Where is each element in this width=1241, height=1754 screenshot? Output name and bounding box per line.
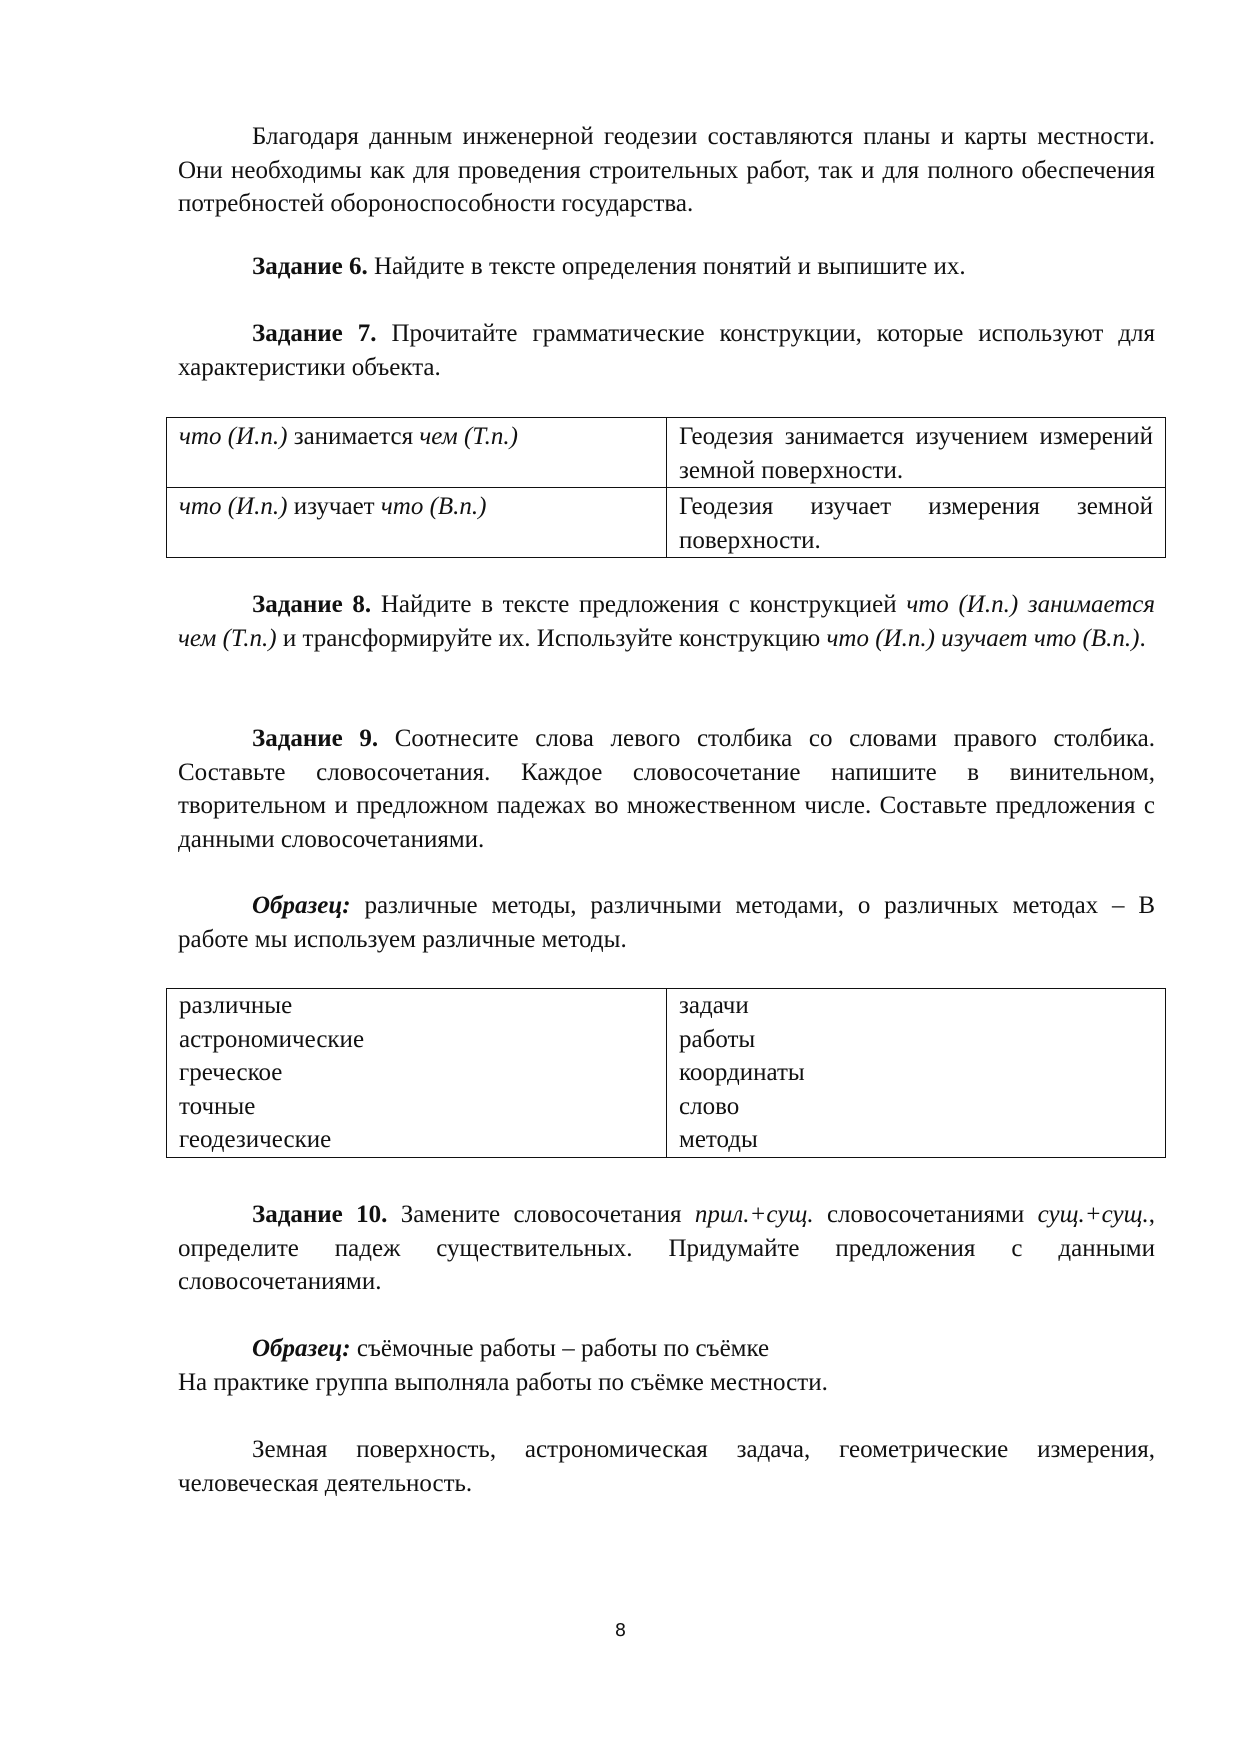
noun-word: слово (679, 1092, 740, 1120)
task8-construction2: что (И.п.) изучает что (В.п.) (826, 624, 1140, 652)
page-number: 8 (614, 1620, 627, 1641)
noun-word: задачи (679, 992, 749, 1019)
task7-label: Задание 7. (252, 320, 377, 347)
nouns-column (667, 989, 1166, 1158)
task6-text: Найдите в тексте определения понятий и выпишите их. (367, 253, 966, 280)
task7-text: Прочитайте грамматические конструкции, которые используют для характеристики объекта. (178, 320, 1155, 381)
adjective-word: греческое (179, 1059, 283, 1086)
table-row (167, 488, 1166, 558)
adjective-word: точные (179, 1092, 256, 1120)
sample10-paragraph (178, 1332, 1155, 1366)
final-paragraph (178, 1433, 1155, 1500)
final-text: Земная поверхность, астрономическая задача, геометрические измерения, человеческая деятельность. (178, 1436, 1155, 1497)
task7-paragraph (178, 317, 1155, 384)
table-row (167, 418, 1166, 488)
intro-text: Благодаря данным инженерной геодезии составляются планы и карты местности. Они необходимы как для проведения строительных работ, так и для полного обеспечения потребностей обороноспособности государства. (178, 123, 1155, 217)
task8-text3: . (1139, 624, 1146, 652)
sample10-sentence (178, 1366, 1155, 1400)
adjective-word: астрономические (179, 1025, 365, 1053)
sample10-label: Образец: (252, 1335, 351, 1362)
adjective-word: различные (179, 992, 293, 1019)
task8-paragraph (178, 588, 1155, 655)
construction-subject: что (И.п.) (179, 493, 288, 520)
construction-verb: занимается (287, 423, 420, 450)
intro-paragraph (178, 120, 1155, 221)
table-row (167, 989, 1166, 1158)
task10-paragraph (178, 1198, 1155, 1299)
sample9-text: различные методы, различными методами, о различных методах – В работе мы используем различные методы. (178, 892, 1155, 953)
construction-subject: что (И.п.) (179, 423, 288, 450)
adjectives-column (167, 989, 667, 1158)
sample10-line2: На практике группа выполняла работы по съёмке местности. (178, 1369, 828, 1396)
task6-label: Задание 6. (252, 253, 368, 280)
task8-text1: Найдите в тексте предложения с конструкцией (371, 591, 907, 618)
example-cell: Геодезия занимается изучением измерений земной поверхности. (667, 418, 1166, 488)
example-cell: Геодезия изучает измерения земной поверхности. (667, 488, 1166, 558)
task6-paragraph (178, 250, 1155, 284)
sample9-paragraph (178, 889, 1155, 956)
task10-text2: словосочетаниями (813, 1201, 1038, 1228)
sample9-label: Образец: (252, 892, 351, 919)
task9-paragraph (178, 722, 1155, 856)
task9-label: Задание 9. (252, 725, 379, 752)
noun-word: координаты (679, 1059, 805, 1086)
task8-text2: и трансформируйте их. Используйте конструкцию (276, 624, 827, 652)
task10-pattern2: сущ.+сущ. (1037, 1201, 1149, 1228)
sample10-text: съёмочные работы – работы по съёмке (350, 1335, 770, 1362)
construction-cell (167, 418, 667, 488)
noun-word: методы (679, 1126, 758, 1153)
adjective-word: геодезические (179, 1126, 332, 1153)
construction-object: что (В.п.) (380, 493, 487, 520)
task10-text3: , определите падеж существительных. Придумайте предложения с данными словосочетаниями. (178, 1201, 1155, 1295)
constructions-table (166, 417, 1166, 558)
construction-cell (167, 488, 667, 558)
task9-text: Соотнесите слова левого столбика со словами правого столбика. Составьте словосочетания. Каждое словосочетание напишите в винительном, творительном и предложном падежах во множественном числе. Составьте предложения с данными словосочетаниями. (178, 725, 1155, 853)
construction-verb: изучает (287, 493, 381, 520)
task10-label: Задание 10. (252, 1201, 388, 1228)
words-table (166, 988, 1166, 1158)
task10-text1: Замените словосочетания (387, 1201, 695, 1228)
task8-construction1: что (И.п.) занимается чем (Т.п.) (178, 591, 1156, 652)
task8-label: Задание 8. (252, 591, 372, 618)
construction-object: чем (Т.п.) (419, 423, 518, 450)
task10-pattern1: прил.+сущ. (694, 1201, 814, 1228)
noun-word: работы (679, 1025, 756, 1053)
